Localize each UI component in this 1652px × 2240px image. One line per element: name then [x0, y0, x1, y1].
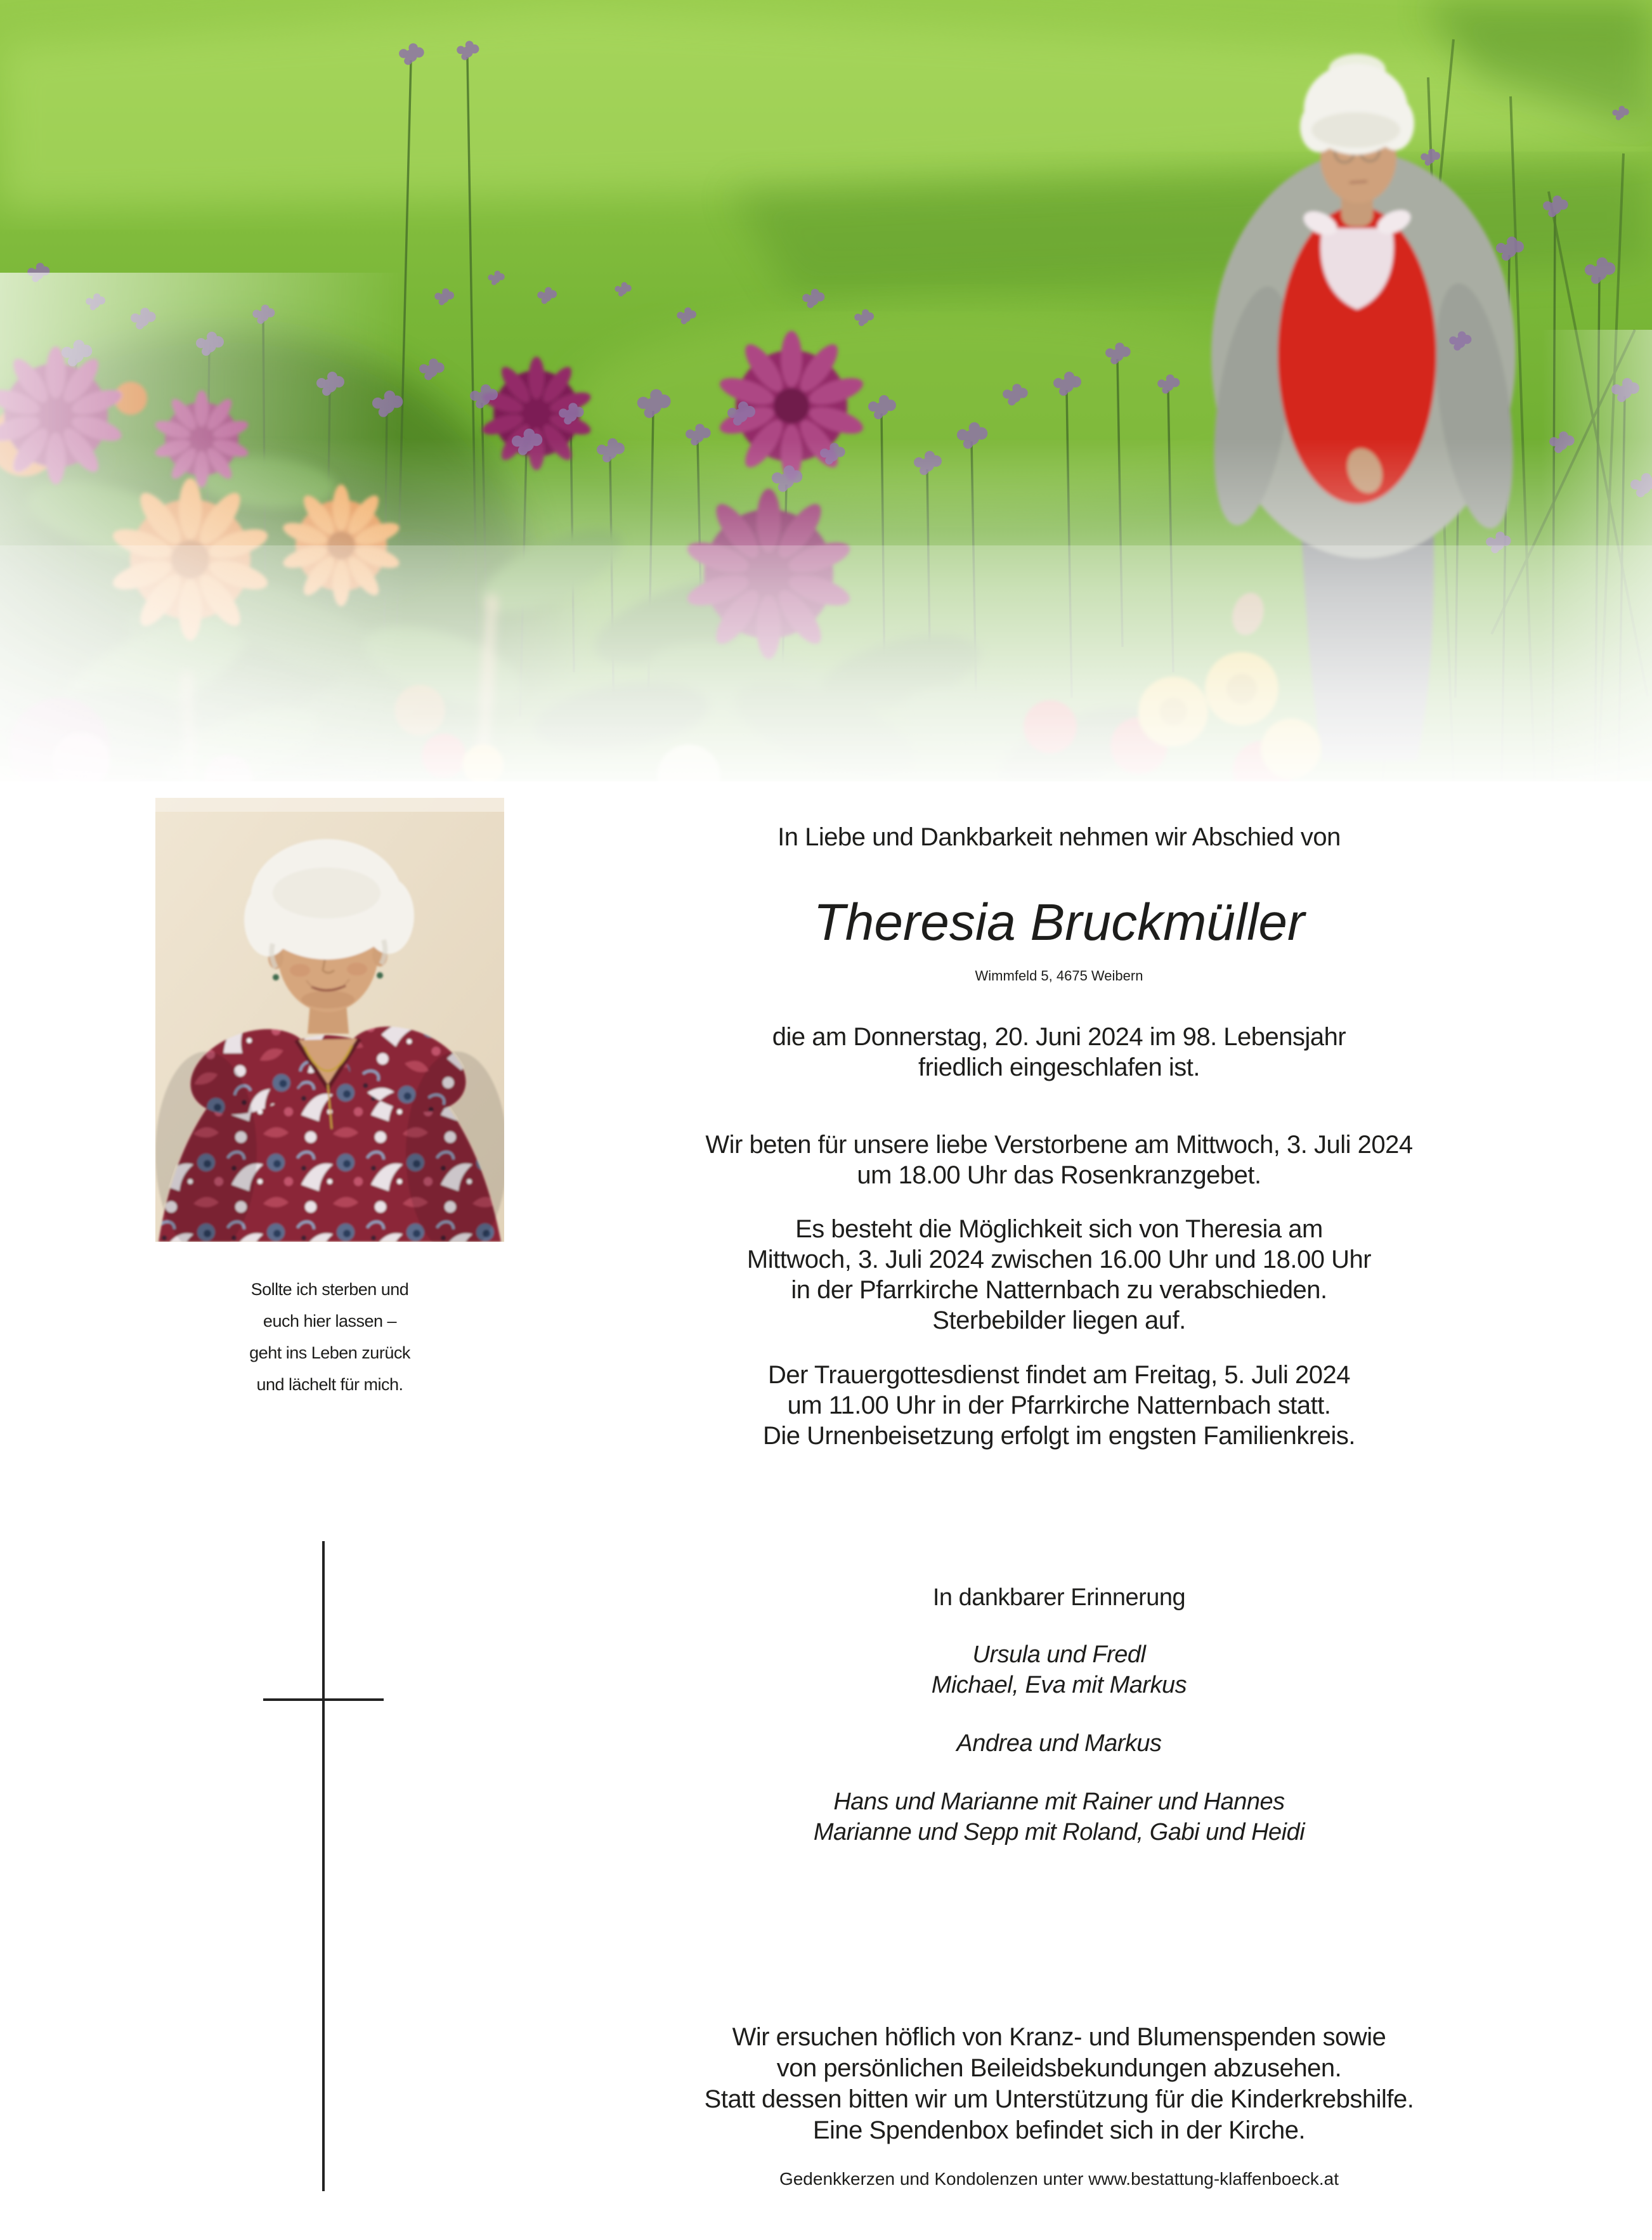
family-line: Hans und Marianne mit Rainer und Hannes	[833, 1788, 1285, 1815]
text-line: Wir ersuchen höflich von Kranz- und Blumenspenden sowie	[732, 2023, 1386, 2051]
text-line: Es besteht die Möglichkeit sich von Theresia am	[795, 1215, 1323, 1243]
text-line: die am Donnerstag, 20. Juni 2024 im 98. Lebensjahr	[772, 1023, 1346, 1051]
family-line: Andrea und Markus	[956, 1730, 1162, 1757]
death-notice	[602, 1022, 1516, 1083]
family-line: Michael, Eva mit Markus	[931, 1672, 1187, 1698]
deceased-name: Theresia Bruckmüller	[813, 894, 1305, 951]
quote-line: geht ins Leben zurück	[249, 1343, 410, 1362]
text-line: Mittwoch, 3. Juli 2024 zwischen 16.00 Uhr und 18.00 Uhr	[746, 1246, 1372, 1273]
memorial-website-line: Gedenkkerzen und Kondolenzen unter www.bestattung-klaffenboeck.at	[779, 2169, 1339, 2189]
cross-vertical-bar	[322, 1541, 325, 2191]
family-group-2	[602, 1728, 1516, 1759]
text-line: um 18.00 Uhr das Rosenkranzgebet.	[857, 1161, 1261, 1189]
portrait-illustration	[155, 798, 504, 1242]
family-group-3	[602, 1787, 1516, 1847]
text-line: Sterbebilder liegen auf.	[932, 1306, 1186, 1334]
header-photo	[0, 0, 1652, 781]
remembrance-heading: In dankbarer Erinnerung	[932, 1584, 1186, 1611]
intro-line: In Liebe und Dankbarkeit nehmen wir Abschied von	[777, 823, 1341, 851]
funeral-service-notice	[602, 1360, 1516, 1451]
text-line: in der Pfarrkirche Natternbach zu verabschieden.	[791, 1276, 1327, 1304]
quote-line: und lächelt für mich.	[256, 1375, 403, 1394]
text-line: Der Trauergottesdienst findet am Freitag, 5. Juli 2024	[768, 1361, 1350, 1389]
quote-line: Sollte ich sterben und	[250, 1280, 409, 1299]
text-line: friedlich eingeschlafen ist.	[918, 1053, 1200, 1081]
text-line: um 11.00 Uhr in der Pfarrkirche Natternbach statt.	[787, 1391, 1331, 1419]
text-line: Die Urnenbeisetzung erfolgt im engsten Familienkreis.	[763, 1422, 1355, 1450]
deceased-address: Wimmfeld 5, 4675 Weibern	[975, 968, 1143, 984]
text-line: Wir beten für unsere liebe Verstorbene am Mittwoch, 3. Juli 2024	[705, 1131, 1413, 1159]
family-group-1	[602, 1639, 1516, 1700]
text-line: Statt dessen bitten wir um Unterstützung für die Kinderkrebshilfe.	[704, 2085, 1414, 2113]
farewell-notice	[602, 1214, 1516, 1336]
family-line: Ursula und Fredl	[972, 1641, 1146, 1668]
text-line: Eine Spendenbox befindet sich in der Kirche.	[812, 2116, 1306, 2144]
portrait-photo	[155, 798, 504, 1242]
rosary-notice	[602, 1130, 1516, 1190]
cross-horizontal-bar	[263, 1698, 384, 1701]
text-line: von persönlichen Beileidsbekundungen abzusehen.	[776, 2054, 1342, 2082]
family-line: Marianne und Sepp mit Roland, Gabi und Heidi	[813, 1819, 1305, 1846]
quote-line: euch hier lassen –	[263, 1312, 397, 1331]
donation-request	[602, 2022, 1516, 2146]
memorial-quote	[143, 1273, 517, 1400]
garden-photo-illustration	[0, 0, 1652, 781]
